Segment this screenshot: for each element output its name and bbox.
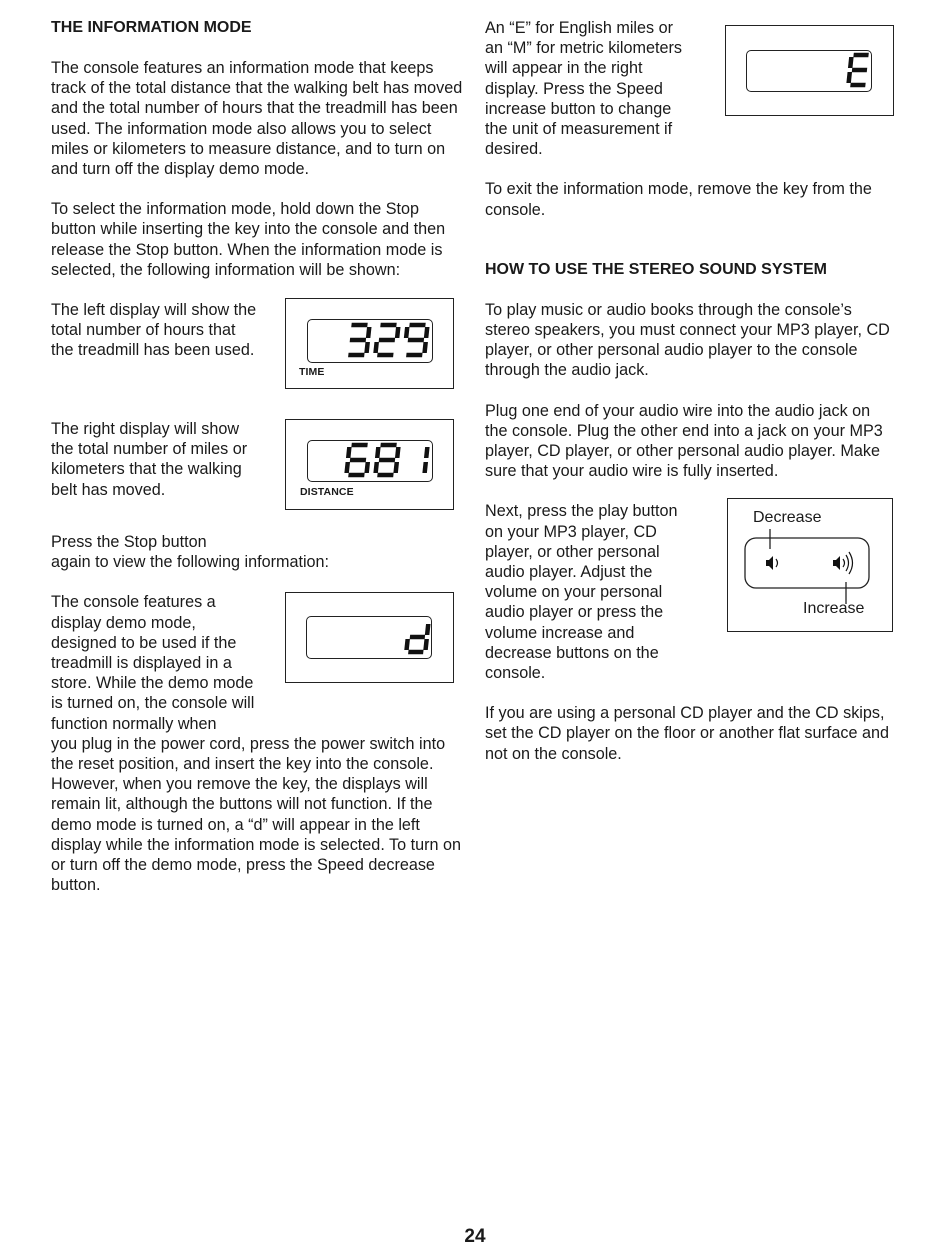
lcd-segment xyxy=(367,462,368,473)
demo-lcd-digits xyxy=(307,617,431,658)
stereo-intro: To play music or audio books through the console’s stereo speakers, you must connect your MP3 player, CD player, or other personal audio player to the console through the audio jack. xyxy=(485,300,890,380)
time-block xyxy=(51,300,463,389)
time-lcd-digits xyxy=(308,320,432,362)
lcd-segment xyxy=(426,639,427,650)
time-text: The left display will show the total number of hours that the treadmill has been used. xyxy=(51,301,257,360)
lcd-segment xyxy=(367,342,368,353)
demo-display-figure xyxy=(285,592,454,683)
lcd-segment xyxy=(348,447,349,458)
volume-figure xyxy=(727,498,893,632)
information-mode-heading: THE INFORMATION MODE xyxy=(51,19,252,36)
time-display-figure xyxy=(285,298,454,389)
stop-again-line1: Press the Stop button xyxy=(51,533,207,552)
demo-block xyxy=(51,592,463,733)
unit-lcd xyxy=(746,50,872,92)
demo-text-continued: you plug in the power cord, press the power switch into the reset position, and insert the key into the console. However, when you remove the key, the displays will remain lit, although the buttons will not function. If the demo mode is turned on, a “d” will appear in the left display while the information mode is selected. To turn on or turn off the demo mode, press the Speed decrease button. xyxy=(51,734,462,895)
unit-block xyxy=(485,18,895,159)
demo-text: The console features a display demo mode, designed to be used if the treadmill is displayed in a store. While the demo mode is turned on, the console will function normally when xyxy=(51,593,255,733)
distance-block xyxy=(51,419,463,510)
volume-up-icon xyxy=(833,552,853,574)
stop-again-line2: again to view the following information: xyxy=(51,553,330,572)
distance-lcd xyxy=(307,440,433,482)
volume-block xyxy=(485,501,895,683)
lcd-segment xyxy=(397,447,398,458)
cd-skip-text: If you are using a personal CD player and the CD skips, set the CD player on the floor or another flat surface and not on the console. xyxy=(485,704,890,763)
lcd-segment xyxy=(377,447,378,458)
lcd-segment xyxy=(425,342,426,353)
decrease-label: Decrease xyxy=(753,509,822,527)
lcd-segment xyxy=(425,462,426,473)
lcd-segment xyxy=(397,327,398,338)
lcd-segment xyxy=(376,342,377,353)
distance-label: DISTANCE xyxy=(300,486,354,499)
lcd-segment xyxy=(376,462,377,473)
lcd-segment xyxy=(427,624,428,635)
unit-display-figure xyxy=(725,25,894,116)
lcd-segment xyxy=(347,462,348,473)
demo-lcd xyxy=(306,616,432,659)
volume-down-icon xyxy=(766,556,778,570)
right-column xyxy=(485,18,895,764)
time-lcd xyxy=(307,319,433,363)
time-label: TIME xyxy=(299,366,325,379)
distance-text: The right display will show the total number of miles or kilometers that the walking belt has moved. xyxy=(51,420,248,499)
distance-display-figure xyxy=(285,419,454,510)
distance-lcd-digits xyxy=(308,441,432,481)
stereo-heading: HOW TO USE THE STEREO SOUND SYSTEM xyxy=(485,260,827,278)
unit-lcd-digits xyxy=(747,51,871,91)
info-mode-intro: The console features an information mode that keeps track of the total distance that the walking belt has moved and the total number of hours that the treadmill has been used. The information mode also allows you to select miles or kilometers to measure distance, and to turn on and turn off the display demo mode. xyxy=(51,59,463,179)
volume-button-outline xyxy=(745,538,869,588)
lcd-segment xyxy=(368,327,369,338)
lcd-segment xyxy=(849,72,850,83)
audio-wire-text: Plug one end of your audio wire into the audio jack on the console. Plug the other end into a jack on your MP3 player, CD player, or other personal audio player. Make sure that your audio wire is fully inserted. xyxy=(485,401,883,481)
lcd-segment xyxy=(396,462,397,473)
lcd-segment xyxy=(426,327,427,338)
lcd-segment xyxy=(406,327,407,338)
unit-text: An “E” for English miles or an “M” for metric kilometers will appear in the right display. Press the Speed increase button to change the unit of measurement if desired. xyxy=(485,19,682,159)
exit-info-text: To exit the information mode, remove the key from the console. xyxy=(485,180,872,219)
volume-text: Next, press the play button on your MP3 player, CD player, or other personal audio player. Adjust the volume on your personal audio player or press the volume increase and decrease buttons on the console. xyxy=(485,502,678,683)
page-number: 24 xyxy=(464,1226,486,1247)
left-column xyxy=(51,18,463,895)
volume-panel-drawing xyxy=(728,499,891,630)
info-mode-select: To select the information mode, hold down the Stop button while inserting the key into the console and then release the Stop button. When the information mode is selected, the following information will be shown: xyxy=(51,200,446,279)
lcd-segment xyxy=(426,447,427,458)
increase-label: Increase xyxy=(803,600,865,618)
lcd-segment xyxy=(407,639,408,650)
lcd-segment xyxy=(850,57,851,68)
